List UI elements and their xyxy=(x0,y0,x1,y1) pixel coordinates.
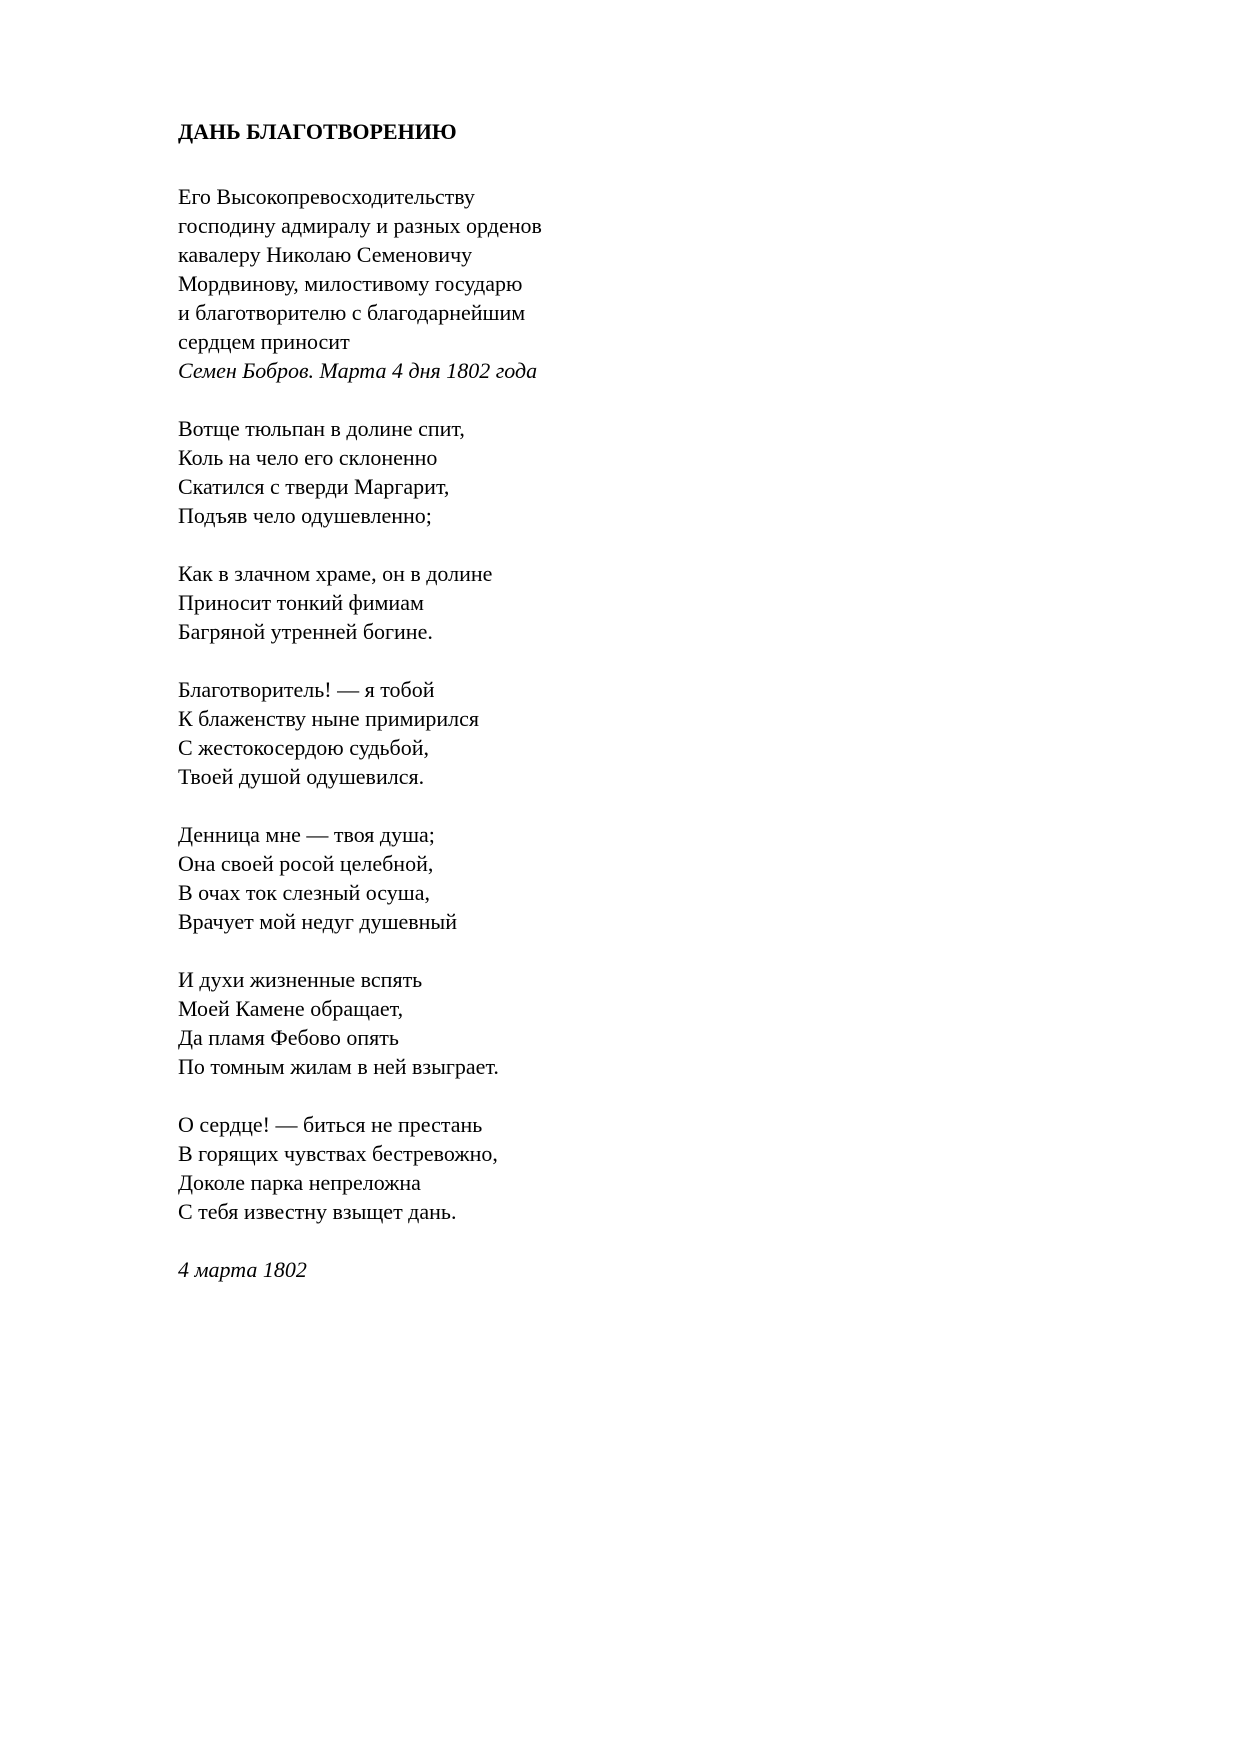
verse-line: Денница мне — твоя душа; xyxy=(178,822,435,847)
poem-date: 4 марта 1802 xyxy=(178,1257,307,1282)
verse-line: С жестокосердою судьбой, xyxy=(178,735,430,760)
verse-line: В горящих чувствах бестревожно, xyxy=(178,1141,498,1166)
verse-line: Она своей росой целебной, xyxy=(178,851,434,876)
dedication-line: Его Высокопревосходительству xyxy=(178,184,475,209)
stanza-5 xyxy=(178,965,1078,1081)
verse-line: Да пламя Фебово опять xyxy=(178,1025,399,1050)
verse-line: К блаженству ныне примирился xyxy=(178,706,479,731)
verse-line: О сердце! — биться не престань xyxy=(178,1112,483,1137)
dedication-line: сердцем приносит xyxy=(178,329,350,354)
stanza-2 xyxy=(178,559,1078,646)
document-page xyxy=(178,110,1078,1284)
stanza-3 xyxy=(178,675,1078,791)
verse-line: Подъяв чело одушевленно; xyxy=(178,503,432,528)
poem-title: ДАНЬ БЛАГОТВОРЕНИЮ xyxy=(178,119,457,144)
dedication-line: кавалеру Николаю Семеновичу xyxy=(178,242,473,267)
stanza-6 xyxy=(178,1110,1078,1226)
stanza-4 xyxy=(178,820,1078,936)
author-signature: Семен Бобров. Марта 4 дня 1802 года xyxy=(178,358,538,383)
verse-line: Врачует мой недуг душевный xyxy=(178,909,457,934)
dedication-block xyxy=(178,182,1078,385)
verse-line: Благотворитель! — я тобой xyxy=(178,677,435,702)
verse-line: Моей Камене обращает, xyxy=(178,996,404,1021)
verse-line: Приносит тонкий фимиам xyxy=(178,590,424,615)
verse-line: Доколе парка непреложна xyxy=(178,1170,421,1195)
verse-line: Багряной утренней богине. xyxy=(178,619,433,644)
verse-line: Как в злачном храме, он в долине xyxy=(178,561,493,586)
verse-line: И духи жизненные вспять xyxy=(178,967,423,992)
verse-line: Твоей душой одушевился. xyxy=(178,764,425,789)
verse-line: Вотще тюльпан в долине спит, xyxy=(178,416,465,441)
stanza-1 xyxy=(178,414,1078,530)
dedication-line: господину адмиралу и разных орденов xyxy=(178,213,542,238)
verse-line: Скатился с тверди Маргарит, xyxy=(178,474,450,499)
verse-line: По томным жилам в ней взыграет. xyxy=(178,1054,499,1079)
verse-line: С тебя известну взыщет дань. xyxy=(178,1199,457,1224)
verse-line: В очах ток слезный осуша, xyxy=(178,880,430,905)
dedication-line: Мордвинову, милостивому государю xyxy=(178,271,523,296)
dedication-line: и благотворителю с благодарнейшим xyxy=(178,300,526,325)
verse-line: Коль на чело его склоненно xyxy=(178,445,438,470)
